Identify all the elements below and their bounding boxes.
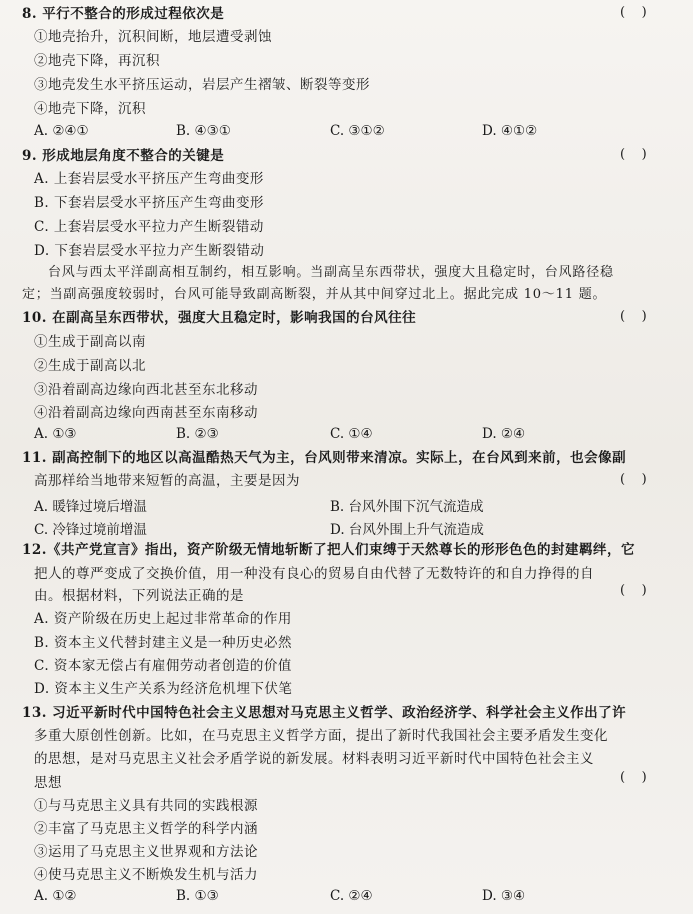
q12-choice-c: C. 资本家无偿占有雇佣劳动者创造的价值 <box>34 658 292 674</box>
q8-item-4: ④地壳下降，沉积 <box>34 101 146 117</box>
q10-item-2: ②生成于副高以北 <box>34 358 146 374</box>
q11-answer-paren: ( ) <box>620 472 647 487</box>
q11-choice-a: A. 暖锋过境后增温 <box>34 499 147 515</box>
q12-stem-line-1: 12.《共产党宣言》指出，资产阶级无情地斩断了把人们束缚于天然尊长的形形色色的封建羁绊，它 <box>22 542 635 558</box>
q8-answer-paren: ( ) <box>620 5 647 20</box>
q8-choice-d: D. ④①② <box>482 123 538 139</box>
q13-item-4: ④使马克思主义不断焕发生机与活力 <box>34 867 258 883</box>
q13-choice-a: A. ①② <box>34 888 77 904</box>
q11-choice-c: C. 冷锋过境前增温 <box>34 522 147 538</box>
q11-stem-line-2: 高那样给当地带来短暂的高温，主要是因为 <box>34 473 300 489</box>
q10-choice-b: B. ②③ <box>176 426 219 442</box>
q9-choice-c: C. 上套岩层受水平拉力产生断裂错动 <box>34 219 264 235</box>
q13-item-3: ③运用了马克思主义世界观和方法论 <box>34 844 258 860</box>
q9-choice-b: B. 下套岩层受水平挤压产生弯曲变形 <box>34 195 265 211</box>
q10-item-4: ④沿着副高边缘向西南甚至东南移动 <box>34 405 258 421</box>
q11-choice-d: D. 台风外围上升气流造成 <box>330 522 484 538</box>
q13-item-2: ②丰富了马克思主义哲学的科学内涵 <box>34 821 258 837</box>
q10-choice-c: C. ①④ <box>330 426 373 442</box>
q13-stem-line-3: 的思想，是对马克思主义社会矛盾学说的新发展。材料表明习近平新时代中国特色社会主义 <box>34 751 594 767</box>
passage-line-1: 台风与西太平洋副高相互制约，相互影响。当副高呈东西带状，强度大且稳定时，台风路径稳 <box>48 265 614 280</box>
passage-line-2: 定；当副高强度较弱时，台风可能导致副高断裂，并从其中间穿过北上。据此完成 10～11 题。 <box>22 287 607 302</box>
q8-item-3: ③地壳发生水平挤压运动，岩层产生褶皱、断裂等变形 <box>34 77 370 93</box>
q12-answer-paren: ( ) <box>620 583 647 598</box>
q10-choice-a: A. ①③ <box>34 426 77 442</box>
q10-answer-paren: ( ) <box>620 309 647 324</box>
q11-stem-line-1: 11. 副高控制下的地区以高温酷热天气为主，台风则带来清凉。实际上，在台风到来前，也会像副 <box>22 450 627 466</box>
q12-choice-b: B. 资本主义代替封建主义是一种历史必然 <box>34 635 293 651</box>
q8-choice-b: B. ④③① <box>176 123 231 139</box>
q13-answer-paren: ( ) <box>620 770 647 785</box>
q8-stem: 8. 平行不整合的形成过程依次是 <box>22 6 225 22</box>
q9-choice-a: A. 上套岩层受水平挤压产生弯曲变形 <box>34 171 264 187</box>
q9-answer-paren: ( ) <box>620 147 647 162</box>
q13-item-1: ①与马克思主义具有共同的实践根源 <box>34 798 258 814</box>
q13-stem-line-4: 思想 <box>34 775 62 791</box>
q10-item-3: ③沿着副高边缘向西北甚至东北移动 <box>34 382 258 398</box>
q10-item-1: ①生成于副高以南 <box>34 334 146 350</box>
q8-item-1: ①地壳抬升，沉积间断，地层遭受剥蚀 <box>34 29 272 45</box>
q8-item-2: ②地壳下降，再沉积 <box>34 53 160 69</box>
q13-stem-line-1: 13. 习近平新时代中国特色社会主义思想对马克思主义哲学、政治经济学、科学社会主义作出了许 <box>22 705 627 721</box>
q12-choice-a: A. 资产阶级在历史上起过非常革命的作用 <box>34 611 292 627</box>
q13-choice-d: D. ③④ <box>482 888 526 904</box>
q11-choice-b: B. 台风外围下沉气流造成 <box>330 499 484 515</box>
q10-stem: 10. 在副高呈东西带状，强度大且稳定时，影响我国的台风往往 <box>22 310 417 326</box>
q13-stem-line-2: 多重大原创性创新。比如，在马克思主义哲学方面，提出了新时代我国社会主要矛盾发生变化 <box>34 728 608 744</box>
q13-choice-c: C. ②④ <box>330 888 373 904</box>
q12-stem-line-3: 由。根据材料，下列说法正确的是 <box>34 588 244 604</box>
q13-choice-b: B. ①③ <box>176 888 219 904</box>
q9-stem: 9. 形成地层角度不整合的关键是 <box>22 148 225 164</box>
q12-choice-d: D. 资本主义生产关系为经济危机埋下伏笔 <box>34 681 293 697</box>
q12-stem-line-2: 把人的尊严变成了交换价值，用一种没有良心的贸易自由代替了无数特许的和自力挣得的自 <box>34 566 594 582</box>
q8-choice-c: C. ③①② <box>330 123 385 139</box>
q10-choice-d: D. ②④ <box>482 426 526 442</box>
q8-choice-a: A. ②④① <box>34 123 89 139</box>
q9-choice-d: D. 下套岩层受水平拉力产生断裂错动 <box>34 243 265 259</box>
